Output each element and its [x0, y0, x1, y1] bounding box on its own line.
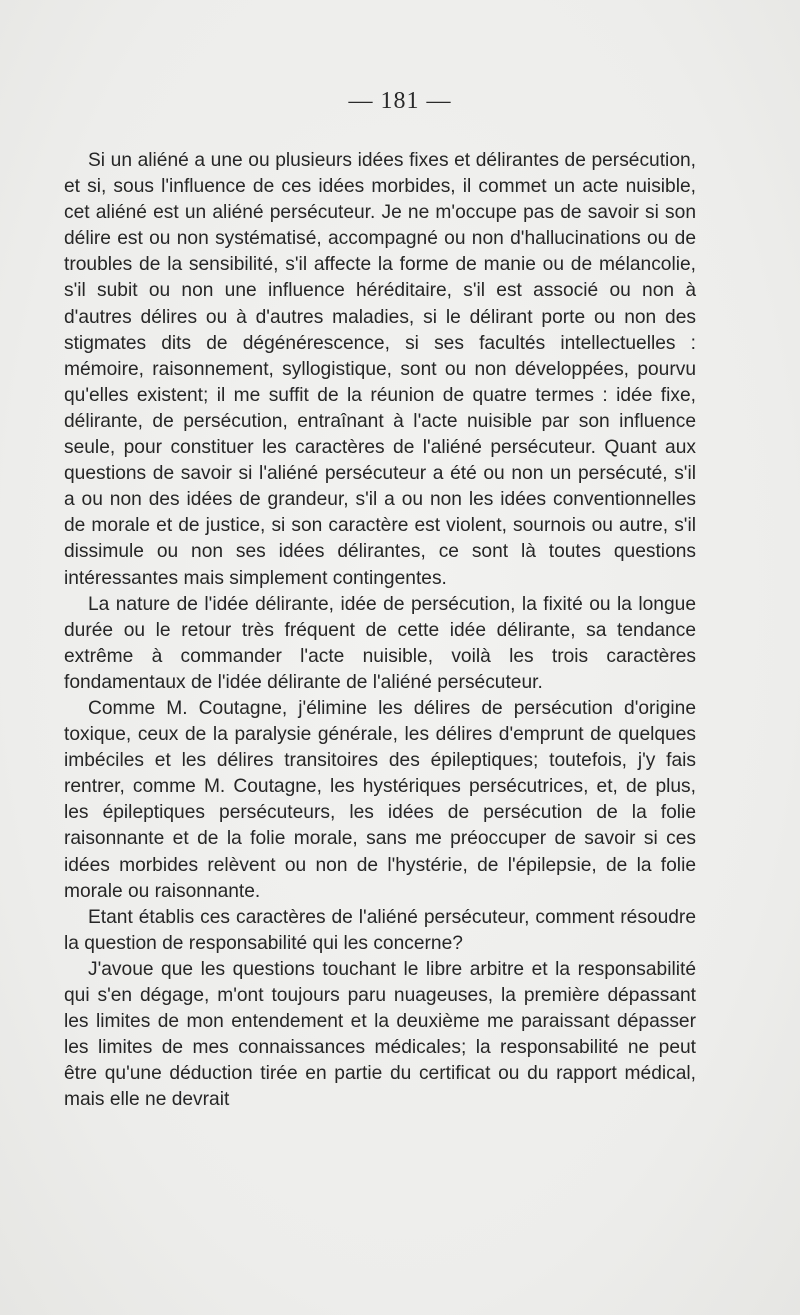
paragraph: Si un aliéné a une ou plusieurs idées fixes et délirantes de persécution, et si, sous l'influence de ces idées morbides, il commet un acte nuisible, cet aliéné est un aliéné persécuteur. Je ne m'occupe pas de savoir si son délire est ou non systématisé, accompagné ou non d'hallucinations ou de troubles de la sensibilité, s'il affecte la forme de manie ou de mélancolie, s'il subit ou non une influence héréditaire, s'il est associé ou non à d'autres délires ou à d'autres maladies, si le délirant porte ou non des stigmates dits de dégénérescence, si ses facultés intellectuelles : mémoire, raisonnement, syllogistique, sont ou non développées, pourvu qu'elles existent; il me suffit de la réunion de quatre termes : idée fixe, délirante, de persécution, entraînant à l'acte nuisible par son influence seule, pour constituer les caractères de l'aliéné persécuteur. Quant aux questions de savoir si l'aliéné persécuteur a été ou non un persécuté, s'il a ou non des idées de grandeur, s'il a ou non les idées conventionnelles de morale et de justice, si son caractère est violent, sournois ou autre, s'il dissimule ou non ses idées délirantes, ce sont là toutes questions intéressantes mais simplement contingentes.	[64, 150, 696, 589]
paragraph: J'avoue que les questions touchant le libre arbitre et la responsabilité qui s'en dégage, m'ont toujours paru nuageuses, la première dépassant les limites de mon entendement et la deuxième me paraissant dépasser les limites de mes connaissances médicales; la responsabilité ne peut être qu'une déduction tirée en partie du certificat ou du rapport médical, mais elle ne devrait	[64, 958, 696, 1111]
page-number-header: — 181 —	[348, 88, 452, 114]
paragraph: Comme M. Coutagne, j'élimine les délires de persécution d'origine toxique, ceux de la paralysie générale, les délires d'emprunt de quelques imbéciles et les délires transitoires des épileptiques; toutefois, j'y fais rentrer, comme M. Coutagne, les hystériques persécutrices, et, de plus, les épileptiques persécuteurs, les idées de persécution de la folie raisonnante et de la folie morale, sans me préoccuper de savoir si ces idées morbides relèvent ou non de l'hystérie, de l'épilepsie, de la folie morale ou raisonnante.	[64, 697, 696, 902]
paragraph: Etant établis ces caractères de l'aliéné persécuteur, comment résoudre la question de responsabilité qui les concerne?	[64, 906, 696, 954]
paragraph: La nature de l'idée délirante, idée de persécution, la fixité ou la longue durée ou le retour très fréquent de cette idée délirante, sa tendance extrême à commander l'acte nuisible, voilà les trois caractères fondamentaux de l'idée délirante de l'aliéné persécuteur.	[64, 593, 696, 693]
page-body	[64, 148, 696, 1113]
